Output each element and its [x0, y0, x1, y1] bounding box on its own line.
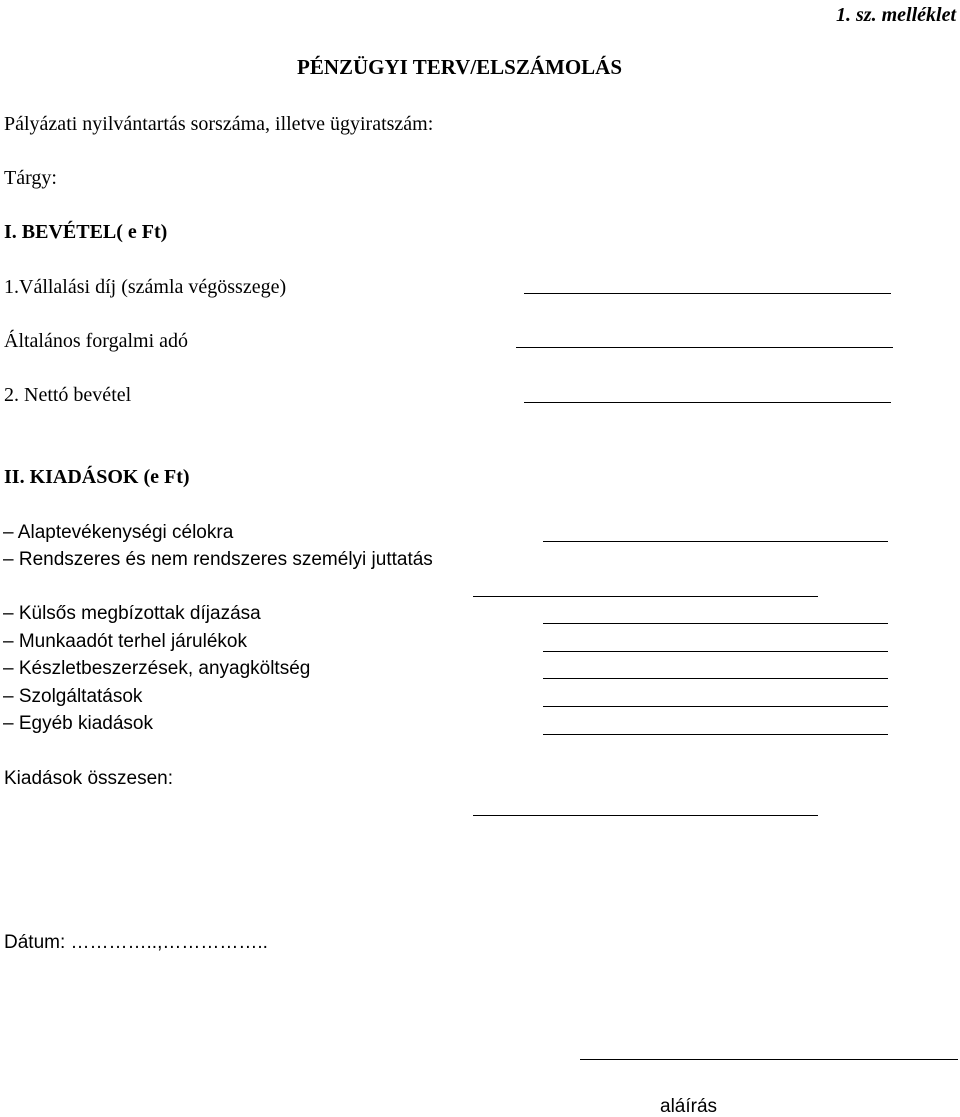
registration-number-label: Pályázati nyilvántartás sorszáma, illetve ügyiratszám: [4, 113, 434, 135]
expenses-total-label: Kiadások összesen: [4, 768, 173, 789]
expense-item-services: – Szolgáltatások [3, 686, 143, 707]
expense-item-external-contractors: – Külsős megbízottak díjazása [3, 603, 261, 624]
signature-label: aláírás [660, 1096, 718, 1117]
personnel-benefits-blank-line [473, 596, 818, 597]
services-blank-line [543, 706, 888, 707]
external-contractors-blank-line [543, 623, 888, 624]
income-item-vat: Általános forgalmi adó [4, 330, 189, 352]
expense-item-other: – Egyéb kiadások [3, 713, 153, 734]
expense-item-employer-contributions: – Munkaadót terhel járulékok [3, 631, 247, 652]
date-field: Dátum: …………..,…………….. [4, 932, 268, 953]
expenses-total-blank-line [473, 815, 818, 816]
expenses-heading: II. KIADÁSOK (e Ft) [4, 466, 190, 488]
expense-item-personnel-benefits: – Rendszeres és nem rendszeres személyi juttatás [3, 549, 433, 570]
expense-item-core-activity: – Alaptevékenységi célokra [3, 522, 234, 543]
income-item-net-income: 2. Nettó bevétel [4, 384, 132, 406]
signature-line [580, 1059, 958, 1060]
other-expenses-blank-line [543, 734, 888, 735]
annex-label: 1. sz. melléklet [836, 4, 956, 26]
document-title: PÉNZÜGYI TERV/ELSZÁMOLÁS [297, 55, 623, 79]
materials-blank-line [543, 678, 888, 679]
core-activity-blank-line [543, 541, 888, 542]
employer-contributions-blank-line [543, 651, 888, 652]
income-heading: I. BEVÉTEL( e Ft) [4, 221, 168, 243]
income-item-contract-fee: 1.Vállalási díj (számla végösszege) [4, 276, 287, 298]
contract-fee-blank-line [524, 293, 891, 294]
vat-blank-line [516, 347, 893, 348]
net-income-blank-line [524, 402, 891, 403]
expense-item-materials: – Készletbeszerzések, anyagköltség [3, 658, 311, 679]
subject-label: Tárgy: [4, 167, 57, 189]
